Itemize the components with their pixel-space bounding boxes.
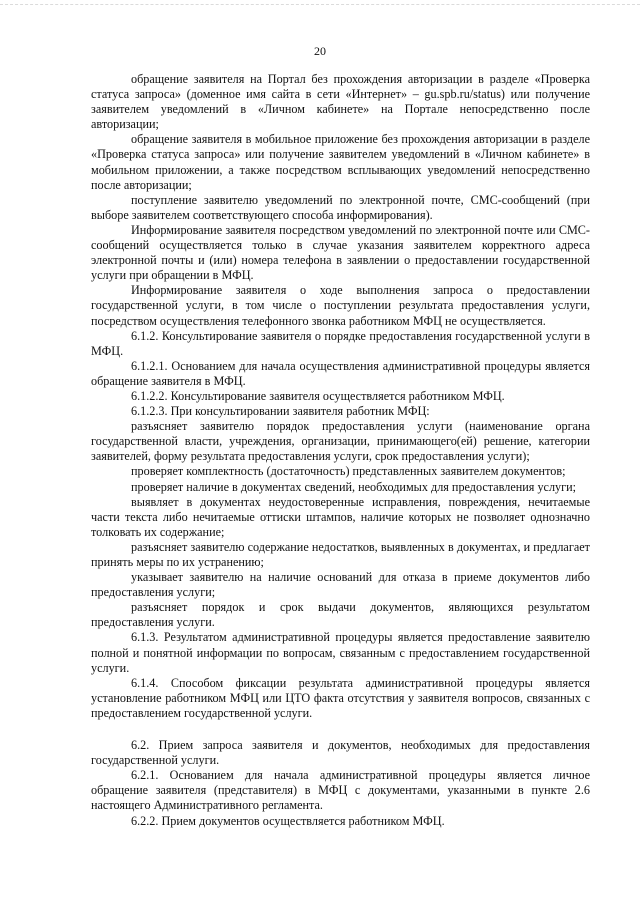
paragraph: 6.1.2.2. Консультирование заявителя осуществляется работником МФЦ. xyxy=(131,388,505,403)
list-item: указывает заявителю на наличие оснований для отказа в приеме документов либо предоставления услуги; xyxy=(91,570,590,600)
paragraph: поступление заявителю уведомлений по электронной почте, СМС-сообщений (при выборе заявителем соответствующего способа информирования). xyxy=(91,192,590,222)
document-body xyxy=(91,72,590,829)
paragraph: 6.1.4. Способом фиксации результата административной процедуры является установление работником МФЦ или ЦТО факта отсутствия у заявителя вопросов, связанных с предоставлением государственной услуги. xyxy=(91,675,590,720)
paragraph: 6.2.2. Прием документов осуществляется работником МФЦ. xyxy=(131,813,445,828)
paragraph: 6.1.2.1. Основанием для начала осуществления административной процедуры является обращение заявителя в МФЦ. xyxy=(91,358,590,388)
paragraph: Информирование заявителя о ходе выполнения запроса о предоставлении государственной услуги, в том числе о поступлении результата предоставления услуги, посредством осуществления телефонного звонка работником МФЦ не осуществляется. xyxy=(91,283,590,328)
page-number: 20 xyxy=(314,44,326,58)
scan-top-edge xyxy=(0,4,640,8)
paragraph: 6.2.1. Основанием для начала административной процедуры является личное обращение заявителя (представителя) в МФЦ с документами, указанными в пункте 2.6 настоящего Административного регламента. xyxy=(91,768,590,813)
list-item: выявляет в документах неудостоверенные исправления, повреждения, нечитаемые части текста либо нечитаемые оттиски штампов, наличие которых не позволяет однозначно толковать их содержание; xyxy=(91,494,590,539)
section-heading-6-2: 6.2. Прием запроса заявителя и документов, необходимых для предоставления государственной услуги. xyxy=(91,738,590,768)
paragraph: 6.1.2.3. При консультировании заявителя работник МФЦ: xyxy=(131,404,430,419)
list-item: проверяет комплектность (достаточность) представленных заявителем документов; xyxy=(131,464,566,479)
paragraph: Информирование заявителя посредством уведомлений по электронной почте или СМС-сообщений осуществляется только в случае указания заявителем корректного адреса электронной почты и (или) номера телефона в заявлении о предоставлении государственной услуги при обращении в МФЦ. xyxy=(91,222,590,283)
list-item: разъясняет порядок и срок выдачи документов, являющихся результатом предоставления услуги. xyxy=(91,600,590,630)
paragraph: обращение заявителя в мобильное приложение без прохождения авторизации в разделе «Проверка статуса запроса» или получение заявителем уведомлений в «Личном кабинете» в мобильном приложении, а также посредством всплывающих уведомлений непосредственно после авторизации; xyxy=(91,132,590,192)
list-item: разъясняет заявителю содержание недостатков, выявленных в документах, и предлагает принять меры по их устранению; xyxy=(91,539,590,569)
list-item: проверяет наличие в документах сведений, необходимых для предоставления услуги; xyxy=(131,479,577,494)
paragraph: 6.1.3. Результатом административной процедуры является предоставление заявителю полной и понятной информации по вопросам, связанным с предоставлением государственной услуги. xyxy=(91,630,590,675)
section-heading-6-1-2: 6.1.2. Консультирование заявителя о порядке предоставления государственной услуги в МФЦ. xyxy=(91,328,590,358)
list-item: разъясняет заявителю порядок предоставления услуги (наименование органа государственной власти, учреждения, организации, принимающего(ей) решение, категории заявителей, форму результата предоставления услуги, срок предоставления услуги); xyxy=(91,419,590,464)
paragraph: обращение заявителя на Портал без прохождения авторизации в разделе «Проверка статуса запроса» (доменное имя сайта в сети «Интернет» – gu.spb.ru/status) или получение заявителем уведомлений в «Личном кабинете» на Портале непосредственно после авторизации; xyxy=(91,72,590,132)
